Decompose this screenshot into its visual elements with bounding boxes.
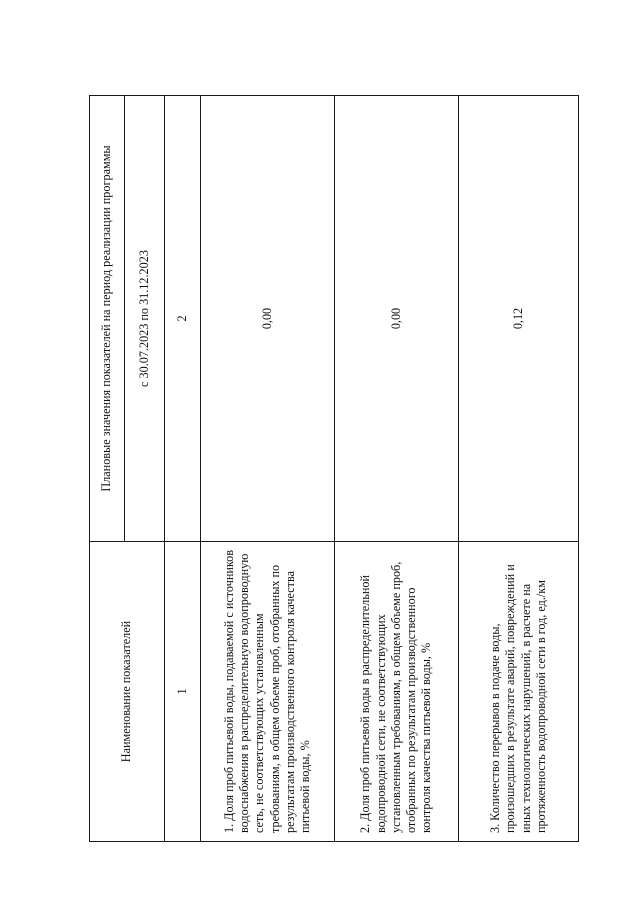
column-number-row <box>165 96 201 842</box>
indicator-value: 0,12 <box>459 96 579 542</box>
column-number-2: 2 <box>165 96 201 542</box>
indicator-description: 2. Доля проб питьевой воды в распределительной водопроводной сети, не соответствующих установленным требованиям, в общем объеме проб, отобранных по результатам производственного контроля качества питьевой воды, % <box>335 542 459 842</box>
period-header: с 30.07.2023 по 31.12.2023 <box>125 96 165 542</box>
table-row <box>201 96 335 842</box>
indicator-value: 0,00 <box>201 96 335 542</box>
column-number-1: 1 <box>165 542 201 842</box>
indicator-name-header: Наименование показателей <box>90 542 165 842</box>
header-row-1 <box>90 96 125 842</box>
indicator-description: 3. Количество перерывов в подаче воды, произошедших в результате аварий, повреждений и иных технологических нарушений, в расчете на протяженность водопроводной сети в год, ед./км <box>459 542 579 842</box>
indicator-value: 0,00 <box>335 96 459 542</box>
table-row <box>459 96 579 842</box>
rotated-table-container <box>89 96 578 842</box>
indicators-table <box>89 95 579 842</box>
table-row <box>335 96 459 842</box>
planned-values-header: Плановые значения показателей на период реализации программы <box>90 96 125 542</box>
indicator-description: 1. Доля проб питьевой воды, подаваемой с источников водоснабжения в распределительную водопроводную сеть, не соответствующих установленным требованиям, в общем объеме проб, отобранных по результатам производственного контроля качества питьевой воды, % <box>201 542 335 842</box>
